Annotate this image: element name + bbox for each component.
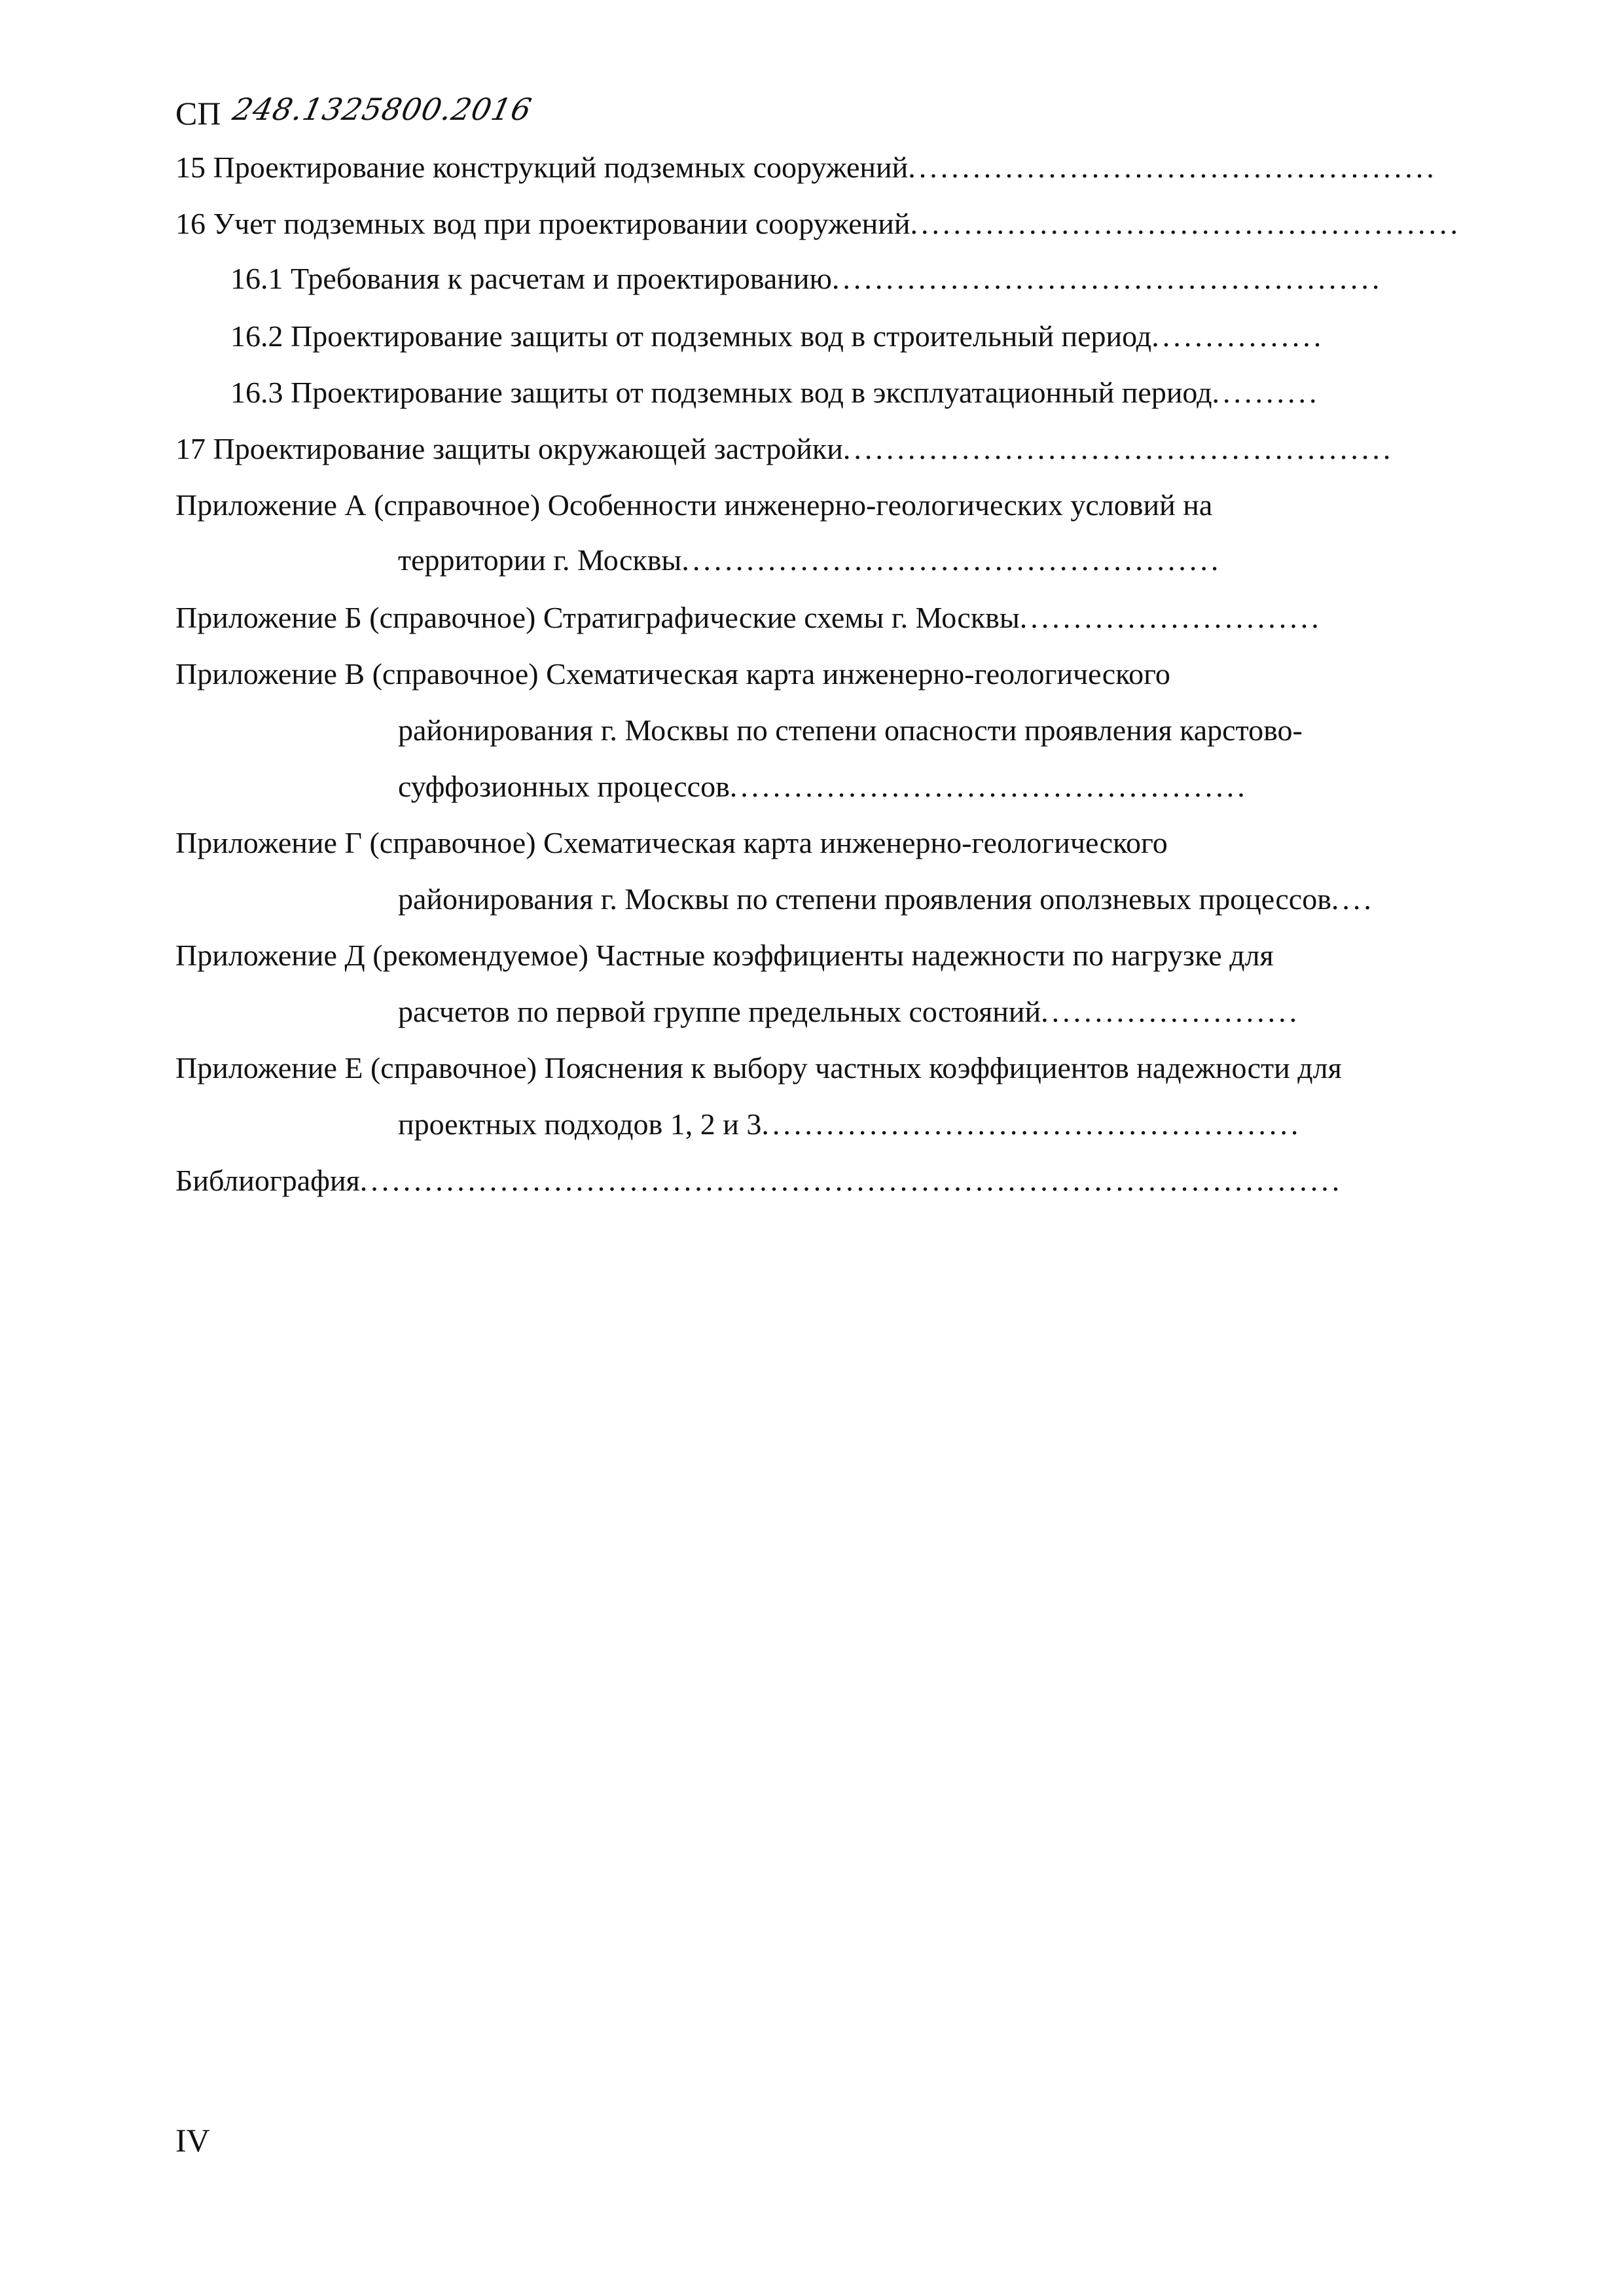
toc-leader-dots: ..................................................: [761, 1107, 1302, 1141]
toc-entry-section-16[interactable]: [175, 204, 1461, 243]
toc-entry-title: Приложение Г (справочное) Схематическая карта инженерно-геологического: [175, 826, 1168, 859]
toc-entry-title: 17 Проектирование защиты окружающей застройки: [175, 432, 843, 465]
toc-entry-section-16-3[interactable]: [230, 373, 1320, 412]
toc-leader-dots: ...........................................................................................: [359, 1164, 1343, 1197]
toc-entry-title: 16.1 Требования к расчетам и проектированию: [230, 262, 832, 295]
toc-entry-appendix-e-continued[interactable]: [398, 1105, 1301, 1144]
toc-entry-title: районирования г. Москвы по степени проявления оползневых процессов: [398, 882, 1331, 916]
toc-entry-appendix-b[interactable]: [175, 598, 1322, 637]
toc-entry-section-16-1[interactable]: [230, 259, 1382, 298]
page-number: IV: [175, 2122, 210, 2159]
toc-entry-title: Приложение Б (справочное) Стратиграфические схемы г. Москвы: [175, 601, 1020, 634]
toc-entry-section-16-2[interactable]: [230, 317, 1324, 356]
toc-entry-appendix-v-continued[interactable]: [398, 767, 1248, 806]
toc-entry-section-17[interactable]: [175, 429, 1394, 469]
toc-entry-title: суффозионных процессов: [398, 770, 730, 803]
toc-entry-appendix-a[interactable]: [175, 486, 1212, 525]
toc-entry-title: проектных подходов 1, 2 и 3: [398, 1107, 762, 1141]
toc-entry-appendix-v[interactable]: [175, 655, 1170, 694]
toc-entry-title: 16 Учет подземных вод при проектировании сооружений: [175, 207, 911, 240]
toc-entry-appendix-d[interactable]: [175, 936, 1274, 975]
toc-entry-title: расчетов по первой группе предельных состояний: [398, 995, 1041, 1028]
toc-entry-appendix-d-continued[interactable]: [398, 992, 1300, 1031]
toc-leader-dots: ................................................: [729, 770, 1248, 803]
standard-code-label: СП: [175, 95, 221, 132]
toc-entry-title: Библиография: [175, 1164, 360, 1197]
toc-leader-dots: ................: [1151, 319, 1325, 353]
toc-leader-dots: ........................: [1041, 995, 1301, 1028]
toc-entry-title: 16.2 Проектирование защиты от подземных вод в строительный период: [230, 319, 1152, 353]
toc-entry-appendix-g-continued[interactable]: [398, 880, 1375, 919]
toc-leader-dots: ....: [1331, 882, 1375, 916]
document-header: [175, 77, 535, 132]
toc-entry-title: 16.3 Проектирование защиты от подземных вод в эксплуатационный период: [230, 376, 1212, 409]
toc-entry-appendix-e[interactable]: [175, 1049, 1342, 1088]
toc-entry-title: районирования г. Москвы по степени опасности проявления карстово-: [398, 713, 1303, 747]
toc-entry-title: Приложение Д (рекомендуемое) Частные коэффициенты надежности по нагрузке для: [175, 939, 1274, 972]
toc-leader-dots: ...................................................: [831, 262, 1383, 295]
toc-entry-appendix-v-continued[interactable]: [398, 711, 1303, 750]
toc-entry-appendix-g[interactable]: [175, 823, 1168, 863]
toc-leader-dots: .................................................: [908, 151, 1437, 184]
toc-entry-appendix-a-continued[interactable]: [398, 541, 1221, 580]
toc-entry-section-15[interactable]: [175, 148, 1437, 187]
handwritten-document-number: 248.1325800.2016: [230, 92, 535, 127]
toc-entry-title: Приложение Е (справочное) Пояснения к выбору частных коэффициентов надежности для: [175, 1051, 1342, 1085]
toc-entry-title: территории г. Москвы: [398, 543, 682, 577]
toc-leader-dots: ..........: [1212, 376, 1320, 409]
toc-entry-bibliography[interactable]: [175, 1161, 1343, 1200]
toc-entry-title: 15 Проектирование конструкций подземных сооружений: [175, 151, 909, 184]
toc-leader-dots: ...................................................: [910, 207, 1462, 240]
toc-leader-dots: ..................................................: [681, 543, 1222, 577]
toc-entry-title: Приложение В (справочное) Схематическая карта инженерно-геологического: [175, 657, 1170, 691]
toc-entry-title: Приложение А (справочное) Особенности инженерно-геологических условий на: [175, 488, 1213, 522]
toc-leader-dots: ...................................................: [842, 432, 1394, 465]
toc-leader-dots: ............................: [1019, 601, 1322, 634]
